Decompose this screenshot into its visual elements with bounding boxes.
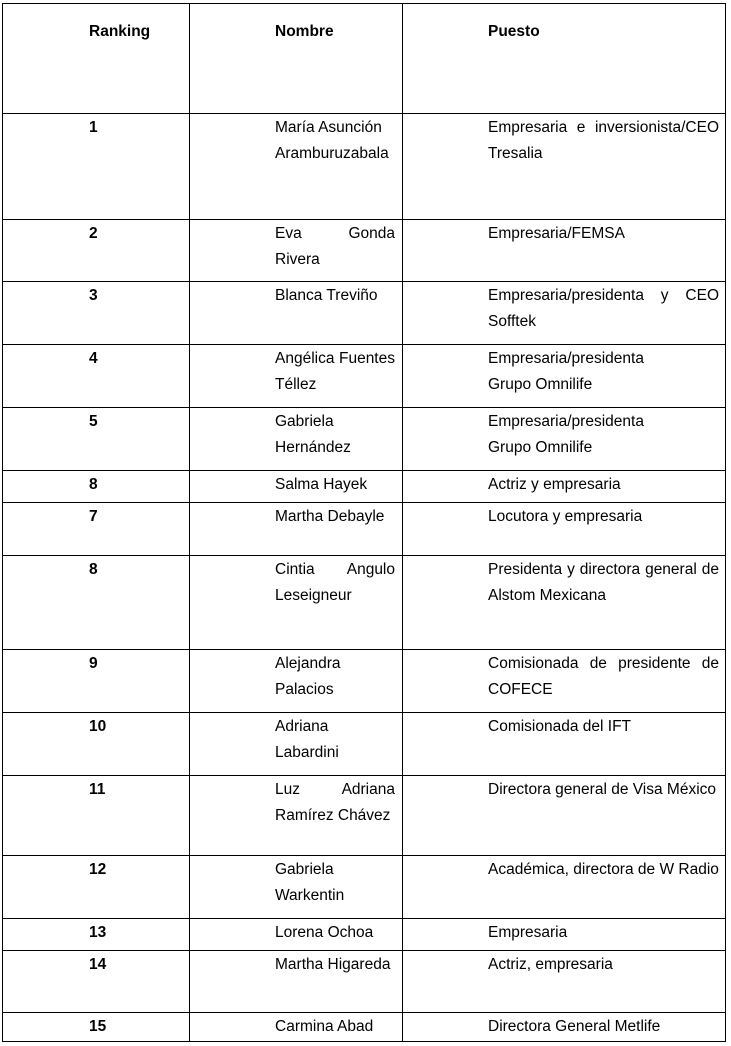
row-divider	[3, 950, 725, 951]
row-divider	[3, 1012, 725, 1013]
name-cell: Eva Gonda Rivera	[275, 225, 395, 269]
ranking-cell: 3	[89, 287, 98, 304]
name-cell: Blanca Treviño	[275, 287, 378, 304]
row-divider	[3, 470, 725, 471]
position-cell: Empresaria	[488, 924, 568, 941]
name-cell: Martha Debayle	[275, 508, 385, 525]
header-ranking: Ranking	[89, 23, 151, 40]
name-cell: Lorena Ochoa	[275, 924, 374, 941]
row-divider	[3, 855, 725, 856]
name-cell: Salma Hayek	[275, 476, 368, 493]
name-cell: Gabriela Warkentin	[275, 861, 345, 905]
ranking-cell: 14	[89, 956, 107, 973]
row-divider	[3, 502, 725, 503]
position-cell: Directora General Metlife	[488, 1018, 661, 1035]
name-cell: Carmina Abad	[275, 1018, 374, 1035]
name-cell: Alejandra Palacios	[275, 655, 341, 699]
ranking-cell: 10	[89, 718, 107, 735]
ranking-cell: 11	[89, 781, 106, 798]
ranking-cell: 15	[89, 1018, 107, 1035]
position-cell: Empresaria/presidenta y CEO Sofftek	[488, 287, 719, 331]
ranking-cell: 13	[89, 924, 107, 941]
ranking-cell: 9	[89, 655, 98, 672]
name-cell: María Asunción Aramburuzabala	[275, 119, 389, 163]
position-cell: Empresaria/presidenta Grupo Omnilife	[488, 350, 644, 394]
header-puesto: Puesto	[488, 23, 540, 40]
row-divider	[3, 555, 725, 556]
name-cell: Luz Adriana Ramírez Chávez	[275, 781, 395, 825]
position-cell: Empresaria/FEMSA	[488, 225, 625, 242]
position-cell: Actriz y empresaria	[488, 476, 621, 493]
row-divider	[3, 219, 725, 220]
position-cell: Empresaria/presidenta Grupo Omnilife	[488, 413, 644, 457]
position-cell: Locutora y empresaria	[488, 508, 643, 525]
position-cell: Comisionada de presidente de COFECE	[488, 655, 719, 699]
ranking-cell: 7	[89, 508, 98, 525]
position-cell: Comisionada del IFT	[488, 718, 632, 735]
row-divider	[3, 775, 725, 776]
row-divider	[3, 407, 725, 408]
position-cell: Empresaria e inversionista/CEO Tresalia	[488, 119, 719, 163]
ranking-cell: 2	[89, 225, 98, 242]
ranking-cell: 8	[89, 561, 98, 578]
column-divider	[402, 4, 403, 1041]
name-cell: Angélica Fuentes Téllez	[275, 350, 395, 394]
name-cell: Martha Higareda	[275, 956, 391, 973]
column-divider	[189, 4, 190, 1041]
row-divider	[3, 649, 725, 650]
name-cell: Gabriela Hernández	[275, 413, 351, 457]
ranking-cell: 8	[89, 476, 98, 493]
position-cell: Directora general de Visa México	[488, 781, 717, 798]
position-cell: Actriz, empresaria	[488, 956, 613, 973]
row-divider	[3, 712, 725, 713]
position-cell: Presidenta y directora general de Alstom Mexicana	[488, 561, 719, 605]
row-divider	[3, 344, 725, 345]
row-divider	[3, 113, 725, 114]
name-cell: Adriana Labardini	[275, 718, 339, 762]
ranking-cell: 12	[89, 861, 107, 878]
row-divider	[3, 281, 725, 282]
ranking-table	[2, 3, 726, 1042]
ranking-cell: 1	[89, 119, 98, 136]
ranking-cell: 4	[89, 350, 98, 367]
name-cell: Cintia Angulo Leseigneur	[275, 561, 395, 605]
header-nombre: Nombre	[275, 23, 334, 40]
ranking-cell: 5	[89, 413, 98, 430]
row-divider	[3, 918, 725, 919]
position-cell: Académica, directora de W Radio	[488, 861, 719, 878]
